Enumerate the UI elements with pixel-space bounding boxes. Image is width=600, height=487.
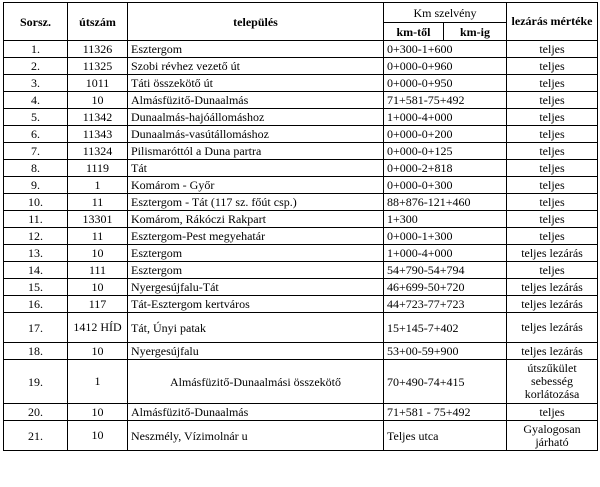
cell-telepules: Tát	[128, 160, 384, 177]
cell-lezaras: teljes lezárás	[507, 296, 598, 313]
cell-km: 0+000-0+950	[384, 75, 507, 92]
cell-utszam: 1011	[68, 75, 128, 92]
cell-utszam: 13301	[68, 211, 128, 228]
cell-sorsz: 11.	[4, 211, 68, 228]
header-sorsz: Sorsz.	[4, 3, 68, 41]
cell-lezaras: teljes	[507, 160, 598, 177]
table-row	[4, 75, 598, 92]
cell-sorsz: 18.	[4, 343, 68, 360]
cell-km: 70+490-74+415	[384, 360, 507, 404]
cell-utszam: 1412 HÍD	[68, 313, 128, 343]
cell-telepules: Tát-Esztergom kertváros	[128, 296, 384, 313]
cell-lezaras: teljes	[507, 109, 598, 126]
cell-lezaras: teljes lezárás	[507, 343, 598, 360]
cell-lezaras: teljes	[507, 41, 598, 58]
cell-km: 44+723-77+723	[384, 296, 507, 313]
cell-utszam: 11325	[68, 58, 128, 75]
cell-utszam: 111	[68, 262, 128, 279]
cell-lezaras: teljes	[507, 211, 598, 228]
cell-telepules: Komárom - Győr	[128, 177, 384, 194]
cell-km: 1+300	[384, 211, 507, 228]
cell-utszam: 11326	[68, 41, 128, 58]
table-row	[4, 92, 598, 109]
cell-utszam: 1	[68, 360, 128, 404]
cell-sorsz: 1.	[4, 41, 68, 58]
cell-sorsz: 7.	[4, 143, 68, 160]
road-closure-table	[3, 2, 598, 451]
cell-telepules: Tát, Únyi patak	[128, 313, 384, 343]
table-row	[4, 262, 598, 279]
cell-utszam: 117	[68, 296, 128, 313]
cell-utszam: 1	[68, 177, 128, 194]
cell-utszam: 11	[68, 194, 128, 211]
header-utszam: útszám	[68, 3, 128, 41]
table-row	[4, 109, 598, 126]
cell-km: 0+000-0+960	[384, 58, 507, 75]
cell-km: 0+300-1+600	[384, 41, 507, 58]
table-row	[4, 211, 598, 228]
cell-sorsz: 9.	[4, 177, 68, 194]
cell-utszam: 1119	[68, 160, 128, 177]
cell-km: 15+145-7+402	[384, 313, 507, 343]
cell-utszam: 10	[68, 92, 128, 109]
header-telepules: település	[128, 3, 384, 41]
cell-sorsz: 20.	[4, 404, 68, 421]
cell-utszam: 11	[68, 228, 128, 245]
cell-telepules: Esztergom	[128, 41, 384, 58]
cell-sorsz: 15.	[4, 279, 68, 296]
cell-telepules: Nyergesújfalu	[128, 343, 384, 360]
cell-sorsz: 16.	[4, 296, 68, 313]
cell-sorsz: 14.	[4, 262, 68, 279]
header-lezaras: lezárás mértéke	[507, 3, 598, 41]
table-row	[4, 313, 598, 343]
cell-utszam: 10	[68, 404, 128, 421]
cell-km: 53+00-59+900	[384, 343, 507, 360]
cell-sorsz: 17.	[4, 313, 68, 343]
cell-telepules: Esztergom - Tát (117 sz. főút csp.)	[128, 194, 384, 211]
cell-lezaras: teljes lezárás	[507, 279, 598, 296]
cell-utszam: 11343	[68, 126, 128, 143]
cell-km: 0+000-0+200	[384, 126, 507, 143]
cell-utszam: 10	[68, 279, 128, 296]
cell-telepules: Pilismaróttól a Duna partra	[128, 143, 384, 160]
table-row	[4, 245, 598, 262]
table-row	[4, 160, 598, 177]
cell-lezaras: teljes	[507, 228, 598, 245]
cell-utszam: 11342	[68, 109, 128, 126]
table-row	[4, 404, 598, 421]
cell-km: 71+581 - 75+492	[384, 404, 507, 421]
cell-sorsz: 21.	[4, 421, 68, 451]
cell-telepules: Nyergesújfalu-Tát	[128, 279, 384, 296]
cell-telepules: Almásfüzitő-Dunaalmási összekötő	[128, 360, 384, 404]
cell-km: 54+790-54+794	[384, 262, 507, 279]
cell-sorsz: 13.	[4, 245, 68, 262]
cell-km: 1+000-4+000	[384, 109, 507, 126]
cell-km: 0+000-0+300	[384, 177, 507, 194]
cell-lezaras: teljes	[507, 126, 598, 143]
cell-sorsz: 12.	[4, 228, 68, 245]
cell-km: 46+699-50+720	[384, 279, 507, 296]
table-row	[4, 296, 598, 313]
cell-telepules: Táti összekötő út	[128, 75, 384, 92]
cell-telepules: Dunaalmás-vasútállomáshoz	[128, 126, 384, 143]
cell-telepules: Almásfüzitő-Dunaalmás	[128, 92, 384, 109]
cell-telepules: Esztergom	[128, 245, 384, 262]
cell-telepules: Neszmély, Vízimolnár u	[128, 421, 384, 451]
cell-lezaras: teljes lezárás	[507, 245, 598, 262]
cell-utszam: 11324	[68, 143, 128, 160]
cell-sorsz: 19.	[4, 360, 68, 404]
table-row	[4, 126, 598, 143]
cell-lezaras: teljes	[507, 75, 598, 92]
cell-lezaras: útszűkület sebesség korlátozása	[507, 360, 598, 404]
header-km-szelveny: Km szelvény	[384, 3, 507, 23]
cell-sorsz: 2.	[4, 58, 68, 75]
table-row	[4, 194, 598, 211]
cell-km: 0+000-1+300	[384, 228, 507, 245]
cell-utszam: 10	[68, 245, 128, 262]
table-row	[4, 177, 598, 194]
table-row	[4, 421, 598, 451]
table-row	[4, 228, 598, 245]
cell-sorsz: 5.	[4, 109, 68, 126]
table-row	[4, 41, 598, 58]
table-row	[4, 58, 598, 75]
table-row	[4, 360, 598, 404]
cell-lezaras: teljes lezárás	[507, 313, 598, 343]
header-km-ig: km-ig	[444, 23, 507, 41]
table-row	[4, 279, 598, 296]
cell-utszam: 10	[68, 343, 128, 360]
cell-sorsz: 3.	[4, 75, 68, 92]
cell-telepules: Komárom, Rákóczi Rakpart	[128, 211, 384, 228]
table-body	[4, 41, 598, 451]
table-row	[4, 143, 598, 160]
cell-lezaras: Gyalogosan járható	[507, 421, 598, 451]
cell-km: 1+000-4+000	[384, 245, 507, 262]
cell-sorsz: 10.	[4, 194, 68, 211]
cell-lezaras: teljes	[507, 262, 598, 279]
cell-km: 0+000-0+125	[384, 143, 507, 160]
cell-telepules: Szobi révhez vezető út	[128, 58, 384, 75]
cell-utszam: 10	[68, 421, 128, 451]
cell-telepules: Almásfüzitő-Dunaalmás	[128, 404, 384, 421]
header-km-tol: km-től	[384, 23, 444, 41]
cell-km: 71+581-75+492	[384, 92, 507, 109]
cell-telepules: Dunaalmás-hajóállomáshoz	[128, 109, 384, 126]
cell-sorsz: 6.	[4, 126, 68, 143]
cell-lezaras: teljes	[507, 143, 598, 160]
cell-km: Teljes utca	[384, 421, 507, 451]
cell-sorsz: 4.	[4, 92, 68, 109]
cell-telepules: Esztergom-Pest megyehatár	[128, 228, 384, 245]
cell-lezaras: teljes	[507, 58, 598, 75]
table-row	[4, 343, 598, 360]
cell-sorsz: 8.	[4, 160, 68, 177]
cell-lezaras: teljes	[507, 92, 598, 109]
cell-lezaras: teljes	[507, 177, 598, 194]
cell-km: 0+000-2+818	[384, 160, 507, 177]
cell-lezaras: teljes	[507, 194, 598, 211]
cell-km: 88+876-121+460	[384, 194, 507, 211]
cell-telepules: Esztergom	[128, 262, 384, 279]
cell-lezaras: teljes	[507, 404, 598, 421]
